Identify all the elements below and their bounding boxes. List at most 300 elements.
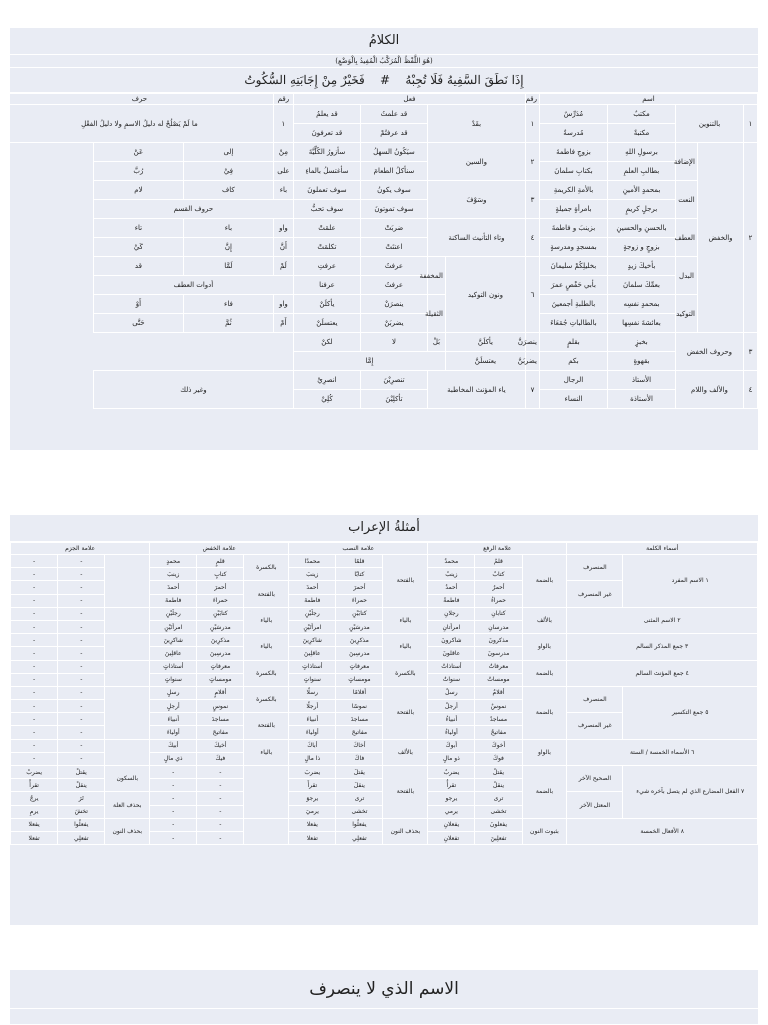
harf-item: واو [273,295,293,314]
ism-example: النساء [539,390,607,409]
jazm-example: يفعلا [11,818,58,831]
nasb-example: أقلامًا [336,686,383,699]
nasb-header: علامة النصب [289,543,428,555]
raf-example: سنواتٌ [428,673,475,686]
irab-category: ٤ جمع المؤنث السالم [567,660,758,686]
ism-example: برجلٍ كريمٍ [608,200,676,219]
raf-example: ينقلُ [475,779,522,792]
ism-example: بامرأةٍ جميلةٍ [539,200,607,219]
jazm-empty: - [11,568,58,581]
raf-example: رسلٌ [428,686,475,699]
jazm-empty: - [58,568,105,581]
jazm-marker [105,739,150,765]
khafd-marker [244,818,289,844]
khafd-empty: - [150,831,197,844]
fil-number: ٣ [525,181,539,219]
nasb-example: فاطمةَ [289,594,336,607]
ism-example: الرجال [539,371,607,390]
jazm-empty: - [11,581,58,594]
nasb-example: يفعلُوا [336,818,383,831]
fil-example: اعتنَتْ [360,238,427,257]
fil-example: سأزورُ الكُلِّيَّةَ [293,143,360,162]
harf-item: باء [183,219,273,238]
verse-second-half: فَخَيْرٌ مِنْ إِجَابَتِهِ السُّكُوتُ [244,73,365,87]
sheet-title: أمثلةُ الإعراب [10,515,758,542]
ism-example: مكتبٌ [608,105,676,124]
fil-example: سوف تحبُّ [293,200,360,219]
harf-definition: ما لَمْ يَصْلُحْ له دليلُ الاسمِ ولا دليلُ الفعْلِ [5,105,273,143]
fil-example: تأكلِيْنَ [360,390,427,409]
kalam-row [5,276,757,295]
raf-example: مذكرونَ [475,634,522,647]
irab-subcategory: غير المنصرف [567,713,623,739]
nasb-example: مذكرِينَ [336,634,383,647]
nasb-example: أحمدَ [289,581,336,594]
raf-example: تفعلِينَ [475,831,522,844]
raf-example: أرجلٌ [428,700,475,713]
nasb-example: أولياءَ [289,726,336,739]
raf-marker: بالواو [522,634,567,660]
nasb-marker: بالفتحة [383,686,428,739]
khafd-empty: - [197,831,244,844]
raf-example: أقلامٌ [475,686,522,699]
harf-header: حرف [5,94,273,105]
kalam-row [5,143,757,162]
fil-sub-sign: المخففة [427,257,445,295]
ism-sub-sign: النعت [676,181,698,219]
khafd-empty: - [197,779,244,792]
jazm-empty: - [11,555,58,568]
jazm-marker [105,634,150,660]
fil-example: ينصرَنْ [360,295,427,314]
fil-sign: بقَدْ [427,105,525,143]
raf-marker: بالضمة [522,686,567,739]
fil-example: يعتسلَنْ [293,314,360,333]
raqm-header: رقم [525,94,539,105]
jazm-empty: - [58,555,105,568]
khafd-marker: بالكسرة [244,555,289,581]
fil-sign: ونون التوكيد [445,257,525,333]
khafd-example: أقلامٍ [197,686,244,699]
jazm-example: يضربْ [11,766,58,779]
raf-example: يرجو [428,792,475,805]
fil-example: انصرِيْ [293,371,360,390]
fil-example: يأكلَنْ [293,295,360,314]
raf-example: فاطمةُ [428,594,475,607]
khafd-example: أرجلٍ [150,700,197,713]
raf-example: ترى [475,792,522,805]
khafd-example: رسلٍ [150,686,197,699]
raf-example: تخشى [475,805,522,818]
raf-example: قلمٌ [475,555,522,568]
ism-example: بالحسنِ والحسينِ [608,219,676,238]
fil-example: يضربَنْ [360,314,427,333]
nasb-example: تخشى [336,805,383,818]
nasb-example: يضربَ [289,766,336,779]
fil-example: يأكلَنَّ [445,333,525,352]
ism-number: ١ [744,105,758,143]
kalam-row [5,219,757,238]
fil-example: يعتسلَنَّ [445,352,525,371]
sheet-title: الكلامُ [10,28,758,55]
fil-example: قد عرفتُمْ [360,124,427,143]
ism-example: الأستاذة [608,390,676,409]
irab-category: ٥ جمع التكسير [623,686,758,739]
raf-example: أستاذاتٌ [428,660,475,673]
jazm-empty: - [58,673,105,686]
ism-example: بطالبِ العلمِ [608,162,676,181]
jazm-example: تخشَ [58,805,105,818]
harf-item: على [273,162,293,181]
kalam-row [5,181,757,200]
harf-item: لا [360,333,427,352]
nasb-example: تقرأَ [289,779,336,792]
jazm-empty: - [11,686,58,699]
khafd-example: زينبَ [150,568,197,581]
nasb-example: أرجلًا [289,700,336,713]
nasb-example: نموسًا [336,700,383,713]
jazm-empty: - [58,634,105,647]
ism-example: بعمِّكَ سلمانَ [608,276,676,295]
nasb-marker: بالياء [383,634,428,660]
khafd-marker: بالكسرة [244,686,289,712]
jazm-empty: - [11,620,58,633]
raf-example: امرأتانِ [428,620,475,633]
irab-category: ٨ الأفعال الخمسة [567,818,758,844]
raf-marker: بالضمة [522,660,567,686]
khafd-example: معرفاتٍ [197,660,244,673]
fil-number: ٧ [525,371,539,409]
nasb-example: سنواتٍ [289,673,336,686]
khafd-example: قلمٍ [197,555,244,568]
khafd-header: علامة الخفض [150,543,289,555]
fil-example: علمَتْ [293,219,360,238]
ism-example: بأبي حَفْصٍ عمرَ [539,276,607,295]
jazm-empty: - [58,607,105,620]
jazm-empty: - [11,700,58,713]
harf-item: فاء [183,295,273,314]
irab-sheet [10,515,758,925]
jazm-example: تفعلِي [58,831,105,844]
khafd-marker: بالياء [244,739,289,765]
khafd-empty: - [197,766,244,779]
nasb-example: كتابَيْنِ [336,607,383,620]
sheet-subtitle: (هُوَ اللَّفْظُ الْمُرَكَّبُ الْمُفِيدُ بِالْوَضْعِ) [10,55,758,68]
nasb-example: أستاذاتٍ [289,660,336,673]
fil-example: تكلمَتْ [293,238,360,257]
fil-example: عرفتُ [360,257,427,276]
khafd-marker: بالكسرة [244,660,289,686]
nasb-example: أحمرَ [336,581,383,594]
jazm-example: ينقلْ [58,779,105,792]
nasb-example: ذا مالٍ [289,752,336,765]
fil-header: فعل [293,94,525,105]
ism-number: ٤ [744,371,758,409]
raf-example: يفعلانِ [428,818,475,831]
raf-marker: بالواو [522,739,567,765]
khafd-example: أحمدَ [150,581,197,594]
jazm-empty: - [58,726,105,739]
irab-header-row [11,543,758,555]
harf-item: لَمْ [273,257,293,276]
ism-example: بمسجدٍ ومدرسةٍ [539,238,607,257]
ism-sign: والألف واللام [676,371,744,409]
nasb-marker: بالفتحة [383,555,428,608]
jazm-empty: - [11,739,58,752]
nasb-example: معرفاتٍ [336,660,383,673]
nasb-example: كتابًا [336,568,383,581]
nasb-example: مساجدَ [336,713,383,726]
khafd-example: مومساتٍ [197,673,244,686]
harf-group-title: أدوات العطف [93,276,293,295]
nasb-example: امرأتَيْنِ [289,620,336,633]
nasb-example: مفاتيحَ [336,726,383,739]
asma-header: أسماء الكلمة [567,543,758,555]
ism-example: بالطالباتِ جُمَعَاءَ [539,314,607,333]
jazm-example: يرمِ [11,805,58,818]
jazm-empty: - [58,700,105,713]
jazm-empty: - [58,752,105,765]
fil-example: ينصرَنَّ [525,333,539,352]
harf-item: إِنَّ [183,238,273,257]
raf-example: مفاتيحُ [475,726,522,739]
nasb-example: يقتلَ [336,766,383,779]
fil-sign: ياء المؤنث المخاطبة [427,371,525,409]
nasb-example: أنبياءَ [289,713,336,726]
khafd-marker: بالياء [244,634,289,660]
raf-example: مساجدُ [475,713,522,726]
jazm-marker [105,686,150,739]
harf-item: أَوْ [93,295,183,314]
jazm-empty: - [11,752,58,765]
khafd-example: أستاذاتٍ [150,660,197,673]
jazm-empty: - [11,634,58,647]
ism-example: مُدرسةٌ [539,124,607,143]
fil-sign: وتاء التأنيث الساكنة [427,219,525,257]
fil-example: عرفنا [293,276,360,295]
raf-example: فوكَ [475,752,522,765]
khafd-example: رجلَيْنِ [150,607,197,620]
raf-example: ذو مالٍ [428,752,475,765]
nasb-marker: بالألف [383,739,428,765]
irab-row [11,555,758,568]
khafd-marker: بالفتحة [244,713,289,739]
khafd-example: فيكَ [197,752,244,765]
nasb-example: رسلًا [289,686,336,699]
sheet-title: الاسم الذي لا ينصرف [10,970,758,1009]
raf-example: كتابٌ [475,568,522,581]
khafd-example: أحمرَ [197,581,244,594]
nasb-example: حمراءَ [336,594,383,607]
irab-row [11,660,758,673]
fil-number: ٢ [525,143,539,181]
ism-example: بكتابِ سلمانَ [539,162,607,181]
jazm-marker [105,555,150,608]
irab-row [11,634,758,647]
raf-example: حمراءُ [475,594,522,607]
jazm-empty: - [58,581,105,594]
fil-example: سوف يكونُ [360,181,427,200]
raf-example: تقرأُ [428,779,475,792]
raf-header: علامة الرفع [428,543,567,555]
jazm-empty: - [11,594,58,607]
khafd-example: مذكرِينَ [197,634,244,647]
fil-example: تنصرِيْنَ [360,371,427,390]
mamnu-sheet [10,970,758,1024]
jazm-empty: - [11,647,58,660]
nasb-marker: بحذف النون [383,818,428,844]
khafd-example: مساجدَ [197,713,244,726]
nasb-marker: بالياء [383,607,428,633]
harf-item: قد [93,257,183,276]
jazm-empty: - [11,607,58,620]
ism-example: بمحمدٍ نفسِه [608,295,676,314]
irab-subcategory: المنصرف [567,686,623,712]
khafd-example: محمدٍ [150,555,197,568]
jazm-marker [105,607,150,633]
fil-example: عرفتِ [293,257,360,276]
jazm-empty: - [11,660,58,673]
irab-row [11,818,758,831]
ism-example: بزوجِ فاطمةَ [539,143,607,162]
nasb-example: رجلَيْنِ [289,607,336,620]
verse-first-half: إِذَا نَطَقَ السَّفِيهُ فَلَا تُجِبْهُ [405,73,524,87]
khafd-example: حمراءَ [197,594,244,607]
jazm-example: يفعلُوا [58,818,105,831]
ism-header: اسم [539,94,757,105]
nasb-example: ينقلَ [336,779,383,792]
khafd-example: عاقلِينَ [150,647,197,660]
khafd-example: أبيكَ [150,739,197,752]
harf-group-title: حروف القسم [93,200,293,219]
nasb-example: مدرسَيْنِ [336,620,383,633]
jazm-empty: - [58,647,105,660]
irab-category: ١ الاسم المفرد [623,555,758,608]
ism-example: بخليلِكُمْ سليمانَ [539,257,607,276]
fil-sub-sign: الثقيلة [427,295,445,333]
raf-example: شاكرونَ [428,634,475,647]
raf-example: أبوكَ [428,739,475,752]
ism-sign: وحروف الخفض [676,333,744,371]
harf-item: فِيْ [183,162,273,181]
jazm-example: تفعلا [11,831,58,844]
fil-example: ضربَتْ [360,219,427,238]
irab-body [11,555,758,845]
raf-example: يفعلونَ [475,818,522,831]
khafd-marker: بالياء [244,607,289,633]
raf-example: محمدٌ [428,555,475,568]
jazm-marker: بحذف العلة [105,792,150,818]
ism-example: برسولِ اللهِ [608,143,676,162]
kalam-sheet [10,28,758,450]
jazm-example: يرجُ [11,792,58,805]
khafd-example: شاكرِينَ [150,634,197,647]
ism-example: بقهوةٍ [608,352,676,371]
sheet-bar [10,1009,758,1025]
khafd-example: مدرسِينَ [197,647,244,660]
raf-marker: بالألف [522,607,567,633]
kalam-row [5,371,757,390]
harf-item: لام [93,181,183,200]
fil-example: سنأكلُ الطعامَ [360,162,427,181]
nasb-example: تفعلِي [336,831,383,844]
irab-row [11,686,758,699]
irab-category: ٢ الاسم المثنى [567,607,758,633]
nasb-example: محمدًا [289,555,336,568]
kalam-row [5,314,757,333]
khafd-empty: - [197,792,244,805]
raf-example: زينبُ [428,568,475,581]
kalam-header-row [5,94,757,105]
harf-item: إِمَّا [293,352,445,371]
ism-example: بمحمدٍ الأمينِ [608,181,676,200]
raf-example: أخوكَ [475,739,522,752]
ism-sub-sign: التوكيد [676,295,698,333]
nasb-example: تفعلا [289,831,336,844]
fil-example: كُلِيْ [293,390,360,409]
harf-item: لكنْ [293,333,360,352]
kalam-table [5,93,758,409]
nasb-example: مدرسِينَ [336,647,383,660]
khafd-example: نموسٍ [197,700,244,713]
kalam-row [5,333,757,352]
raf-example: أنبياءُ [428,713,475,726]
jazm-empty: - [58,739,105,752]
harf-item: حَتَّى [93,314,183,333]
raf-marker: بالضمة [522,766,567,819]
raf-example: تفعلانِ [428,831,475,844]
raf-example: أولياءُ [428,726,475,739]
ism-example: الأستاذ [608,371,676,390]
jazm-empty: - [58,594,105,607]
harf-item: عَنْ [93,143,183,162]
raf-example: يقتلُ [475,766,522,779]
raf-marker: بالضمة [522,555,567,608]
khafd-empty: - [197,818,244,831]
ism-example: بخبزٍ [608,333,676,352]
harf-item: كَيْ [93,238,183,257]
raf-example: معرفاتٌ [475,660,522,673]
ism-example: بالأمةِ الكريمةِ [539,181,607,200]
nasb-example: يرجوَ [289,792,336,805]
fil-example: سوف تموتونَ [360,200,427,219]
harf-number: ١ [273,105,293,143]
fil-number: ٦ [525,257,539,333]
nasb-example: أباكَ [289,739,336,752]
nasb-example: أخاكَ [336,739,383,752]
harf-item: إلى [183,143,273,162]
khafd-empty: - [150,818,197,831]
harf-item: لَمَّا [183,257,273,276]
raf-example: مومساتٌ [475,673,522,686]
fil-example: قد تعرفونَ [293,124,360,143]
harf-item: تاء [93,219,183,238]
nasb-example: شاكرِينَ [289,634,336,647]
harf-item: بَلْ [427,333,445,352]
ism-number: ٢ [744,143,758,333]
irab-row [11,739,758,752]
jazm-example: تقرأْ [11,779,58,792]
raf-example: أحمدُ [428,581,475,594]
jazm-marker: بالسكون [105,766,150,792]
harf-item: مِنْ [273,143,293,162]
irab-table [10,542,758,845]
fil-number: ٤ [525,219,539,257]
fil-example: يضربَنَّ [525,352,539,371]
ism-example: بقلمٍ [539,333,607,352]
irab-category: ٧ الفعل المضارع الذي لم يتصل بآخره شيء [623,766,758,819]
harf-item: أَمْ [273,314,293,333]
